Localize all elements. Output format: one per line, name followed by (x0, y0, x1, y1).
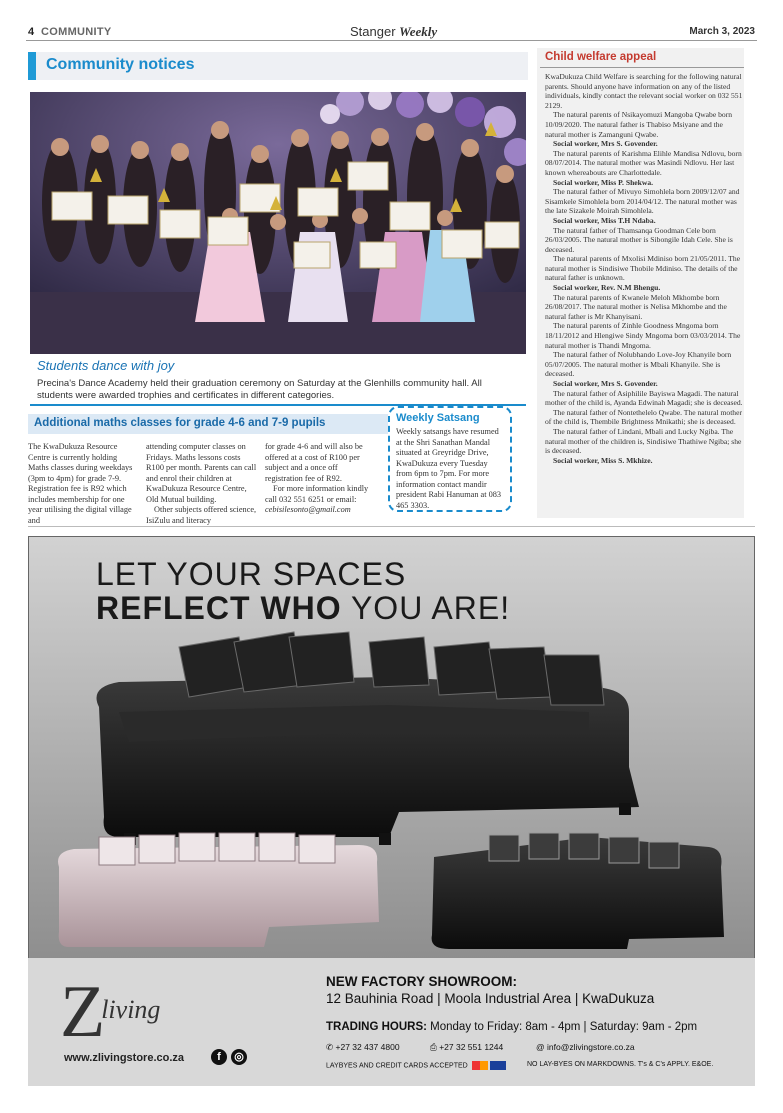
mastercard-icon (472, 1061, 488, 1070)
welfare-paragraph: KwaDukuza Child Welfare is searching for the following natural parents. Should anyone have information on any of the listed individuals, kindly contact the relevant social worker on 032 551 2129. (545, 72, 743, 110)
phone-line (326, 1042, 400, 1053)
photo-caption-title: Students dance with joy (37, 358, 175, 373)
maths-column-3 (265, 442, 375, 516)
graduation-photo (30, 92, 526, 354)
advert-email[interactable]: info@zlivingstore.co.za (547, 1042, 635, 1052)
issue-date: March 3, 2023 (689, 26, 755, 37)
welfare-paragraph: The natural father of Nolubhando Love-Joy Khanyile born 05/07/2005. The natural mother is Mbali Khanyile. She is deceased. (545, 350, 732, 379)
welfare-paragraph: The natural father of Mivuyo Simohlela born 2009/12/07 and Sisamkele Simohlela born 2014/04/12. The natural mother was the late Sizakele Moirah Simohlela. (545, 187, 740, 216)
advert-website[interactable]: www.zlivingstore.co.za (64, 1052, 185, 1064)
instagram-icon[interactable]: ◎ (231, 1049, 247, 1065)
social-worker-line: Social worker, Mrs S. Govender. (553, 139, 658, 149)
section-divider (28, 526, 755, 527)
welfare-text (545, 72, 743, 465)
advert-headline-2 (96, 590, 510, 627)
satsang-box (388, 406, 512, 512)
advert-headline-2-rest: YOU ARE! (350, 590, 511, 626)
maths-email-link[interactable]: cebisilesonto@gmail.com (265, 505, 351, 514)
facebook-icon[interactable]: f (211, 1049, 227, 1065)
maths-col3-text-b: For more information kindly call 032 551 6251 or email: (265, 484, 369, 504)
visa-icon (490, 1061, 506, 1070)
social-worker-line: Social worker, Miss T.H Ndaba. (553, 215, 656, 225)
maths-column-1 (28, 442, 138, 526)
satsang-heading: Weekly Satsang (396, 412, 480, 424)
welfare-paragraph: The natural father of Nontethelelo Qwabe. The natural mother of the child is, Thembile Brightness Mnikathi; she is deceased. (545, 407, 742, 427)
phone-icon: ✆ (326, 1042, 334, 1052)
page-number: 4 (28, 26, 35, 38)
phone-number[interactable]: +27 32 437 4800 (335, 1042, 400, 1052)
masthead (350, 24, 437, 40)
trading-hours-label: TRADING HOURS: (326, 1021, 427, 1033)
maths-column-2 (146, 442, 258, 526)
masthead-prefix: Stanger (350, 24, 396, 39)
social-worker-line: Social worker, Miss S. Mkhize. (553, 455, 653, 465)
trading-hours-value: Monday to Friday: 8am - 4pm | Saturday: 9am - 2pm (430, 1021, 698, 1033)
photo-caption-text: Precina's Dance Academy held their graduation ceremony on Saturday at the Glenhills community hall. All students were awarded trophies and certificates in different categories. (37, 378, 482, 401)
satsang-text: Weekly satsangs have resumed at the Shri Sanathan Mandal situated at Greyridge Drive, KwaDukuza every Tuesday from 6pm to 7pm. For more information contact mandir president Rabi Hanuman at 083 465 3303. (396, 427, 502, 510)
welfare-paragraph: The natural parents of Zinhle Goodness Mngoma born 18/11/2012 and Hlengiwe Sindy Mngoma born 03/03/2014. The natural mother is Thandi Mngoma. (545, 321, 741, 350)
maths-heading: Additional maths classes for grade 4-6 and 7-9 pupils (34, 417, 326, 429)
maths-col2-text-b: Other subjects offered science, IsiZulu and literacy (146, 505, 257, 525)
section-label: COMMUNITY (41, 26, 112, 38)
fax-icon: ⎙ (430, 1042, 437, 1052)
masthead-name: Weekly (399, 24, 438, 39)
welfare-heading: Child welfare appeal (545, 51, 657, 63)
social-worker-line: Social worker, Rev. N.M Bhengu. (553, 283, 661, 293)
welfare-paragraph: The natural father of Asiphilile Bayiswa Magadi. The natural mother of the child is, Ayanda Edwinah Magadi; she is deceased. (545, 388, 743, 408)
community-heading: Community notices (46, 56, 195, 73)
showroom-title: NEW FACTORY SHOWROOM: (326, 974, 517, 989)
welfare-paragraph: The natural father of Thamsanqa Goodman Cele born 26/03/2005. The natural mother is Sibongile Idah Cele. She is deceased. (545, 225, 733, 254)
header-rule (26, 40, 757, 41)
maths-col1-text: The KwaDukuza Resource Centre is currently holding Maths classes during weekdays (3pm to 4pm) for grade 7-9. Registration fee is R92 which includes membership for one year utilising the digital village and (28, 442, 133, 525)
maths-col2-text-a: attending computer classes on Fridays. Maths lessons costs R100 per month. Parents can call and enrol their children at KwaDukuza Resource Centre, Old Mutual building. (146, 442, 257, 504)
trading-hours (326, 1021, 697, 1033)
laybyes-note (326, 1061, 506, 1070)
email-line (536, 1042, 635, 1052)
logo-word: living (101, 995, 161, 1024)
welfare-paragraph: The natural parents of Mxolisi Mdiniso born 21/05/2011. The natural mother is Sindisiwe Thobile Mdiniso. The details of the natural father is unknown. (545, 254, 741, 283)
fax-line (430, 1042, 503, 1053)
logo-letter: Z (60, 971, 106, 1053)
social-worker-line: Social worker, Miss P. Shekwa. (553, 177, 654, 187)
fax-number: +27 32 551 1244 (439, 1042, 504, 1052)
welfare-paragraph: The natural parents of Nsikayomuzi Mangoba Qwabe born 10/09/2020. The natural father is Thabiso Msiyane and the natural mother is Zamanguni Qwabe. (545, 110, 733, 139)
showroom-address: 12 Bauhinia Road | Moola Industrial Area | KwaDukuza (326, 991, 655, 1006)
welfare-paragraph: The natural parents of Karishma Elihle Mandisa Ndlovu, born 08/07/2014. The natural mother was Masindi Ndlovu. Her last known whereabouts are Charlottedale. (545, 148, 742, 177)
welfare-paragraph: The natural father of Lindani, Mbali and Lucky Ngiba. The natural mother of the children is, Sindisiwe Thathiwe Ngiba; she is deceased. (545, 426, 742, 456)
welfare-paragraph: The natural parents of Kwanele Meloh Mkhombe born 26/08/2017. The natural mother is Nelisa Mkhombe and the natural father is Mr Khanyisani. (545, 292, 727, 321)
email-icon: @ (536, 1042, 545, 1052)
welfare-rule (540, 67, 744, 68)
maths-col3-text-a: for grade 4-6 and will also be offered at a cost of R100 per subject and a once off registration fee of R92. (265, 442, 363, 483)
zliving-logo (60, 971, 168, 1053)
markdown-note: NO LAY-BYES ON MARKDOWNS. T's & C's APPLY. E&OE. (527, 1061, 714, 1068)
advert-headline-2-bold: REFLECT WHO (96, 590, 342, 626)
advert-headline-1: LET YOUR SPACES (96, 556, 407, 592)
graduation-photo-illustration (30, 92, 526, 354)
social-worker-line: Social worker, Mrs S. Govender. (553, 379, 658, 388)
laybyes-text: LAYBYES AND CREDIT CARDS ACCEPTED (326, 1062, 468, 1070)
